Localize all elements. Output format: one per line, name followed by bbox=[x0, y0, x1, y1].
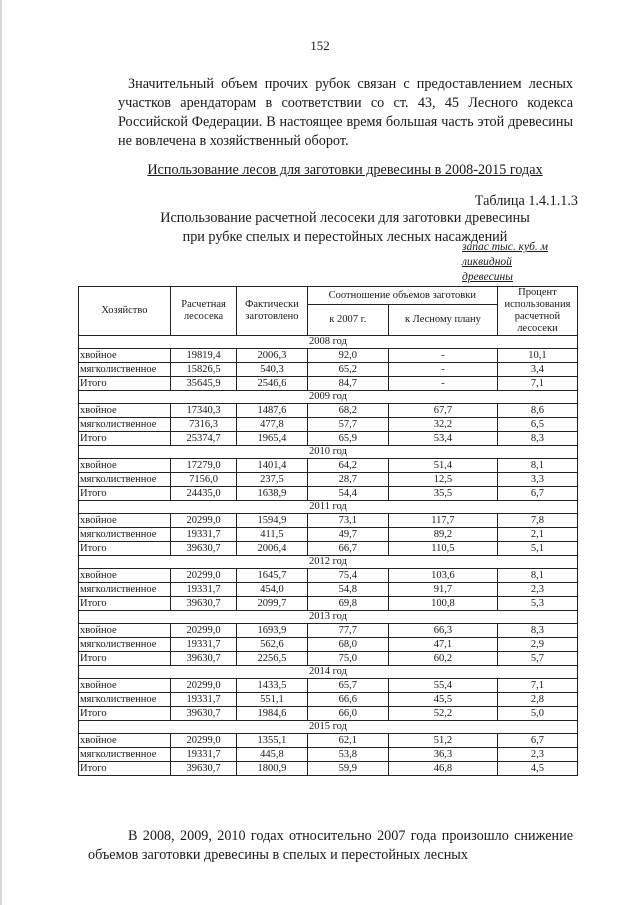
year-label: 2012 год bbox=[79, 556, 578, 569]
cell-percent: 8,6 bbox=[497, 404, 577, 418]
table-row bbox=[79, 473, 578, 487]
cell-ratio-2007: 49,7 bbox=[307, 528, 388, 542]
cell-fact: 540,3 bbox=[237, 363, 308, 377]
cell-calc: 39630,7 bbox=[170, 707, 236, 721]
cell-fact: 1984,6 bbox=[237, 707, 308, 721]
cell-calc: 20299,0 bbox=[170, 624, 236, 638]
cell-percent: 4,5 bbox=[497, 762, 577, 776]
cell-fact: 1638,9 bbox=[237, 487, 308, 501]
cell-ratio-plan: 36,3 bbox=[388, 748, 497, 762]
cell-fact: 551,1 bbox=[237, 693, 308, 707]
cell-percent: 8,3 bbox=[497, 432, 577, 446]
cell-farm: хвойное bbox=[79, 514, 171, 528]
page-number: 152 bbox=[310, 38, 330, 53]
cell-fact: 1355,1 bbox=[237, 734, 308, 748]
cell-ratio-plan: 35,5 bbox=[388, 487, 497, 501]
cell-ratio-plan: 60,2 bbox=[388, 652, 497, 666]
cell-calc: 25374,7 bbox=[170, 432, 236, 446]
cell-percent: 7,8 bbox=[497, 514, 577, 528]
cell-ratio-2007: 92,0 bbox=[307, 349, 388, 363]
cell-ratio-plan: 117,7 bbox=[388, 514, 497, 528]
cell-calc: 17279,0 bbox=[170, 459, 236, 473]
cell-farm: Итого bbox=[79, 597, 171, 611]
cell-farm: хвойное bbox=[79, 734, 171, 748]
cell-farm: хвойное bbox=[79, 404, 171, 418]
cell-fact: 1645,7 bbox=[237, 569, 308, 583]
header-farm: Хозяйство bbox=[79, 287, 171, 336]
cell-ratio-2007: 65,2 bbox=[307, 363, 388, 377]
cell-farm: мягколиственное bbox=[79, 748, 171, 762]
cell-percent: 7,1 bbox=[497, 377, 577, 391]
cell-ratio-plan: 51,2 bbox=[388, 734, 497, 748]
cell-farm: хвойное bbox=[79, 349, 171, 363]
header-ratio-group: Соотношение объемов заготовки bbox=[307, 287, 497, 305]
table-row bbox=[79, 679, 578, 693]
cell-ratio-2007: 65,9 bbox=[307, 432, 388, 446]
cell-ratio-2007: 66,7 bbox=[307, 542, 388, 556]
table-row bbox=[79, 734, 578, 748]
cell-calc: 20299,0 bbox=[170, 679, 236, 693]
table-row bbox=[79, 432, 578, 446]
table-title-line1: Использование расчетной лесосеки для заготовки древесины bbox=[160, 210, 530, 226]
cell-ratio-2007: 28,7 bbox=[307, 473, 388, 487]
cell-percent: 5,7 bbox=[497, 652, 577, 666]
cell-calc: 39630,7 bbox=[170, 652, 236, 666]
cell-calc: 17340,3 bbox=[170, 404, 236, 418]
cell-ratio-2007: 75,0 bbox=[307, 652, 388, 666]
cell-percent: 2,3 bbox=[497, 583, 577, 597]
page-edge bbox=[0, 0, 2, 905]
cell-calc: 19331,7 bbox=[170, 748, 236, 762]
cell-calc: 19331,7 bbox=[170, 638, 236, 652]
table-row bbox=[79, 404, 578, 418]
cell-farm: хвойное bbox=[79, 459, 171, 473]
cell-fact: 2006,3 bbox=[237, 349, 308, 363]
cell-fact: 1693,9 bbox=[237, 624, 308, 638]
cell-ratio-2007: 69,8 bbox=[307, 597, 388, 611]
cell-fact: 562,6 bbox=[237, 638, 308, 652]
year-row bbox=[79, 611, 578, 624]
cell-calc: 39630,7 bbox=[170, 542, 236, 556]
cell-ratio-2007: 66,0 bbox=[307, 707, 388, 721]
table-row bbox=[79, 528, 578, 542]
table-row bbox=[79, 487, 578, 501]
year-row bbox=[79, 446, 578, 459]
cell-calc: 19819,4 bbox=[170, 349, 236, 363]
cell-ratio-2007: 73,1 bbox=[307, 514, 388, 528]
table-row bbox=[79, 748, 578, 762]
cell-fact: 1487,6 bbox=[237, 404, 308, 418]
cell-ratio-2007: 75,4 bbox=[307, 569, 388, 583]
cell-ratio-plan: 12,5 bbox=[388, 473, 497, 487]
cell-fact: 1800,9 bbox=[237, 762, 308, 776]
cell-percent: 8,3 bbox=[497, 624, 577, 638]
header-calc: Расчетная лесосека bbox=[170, 287, 236, 336]
cell-calc: 7316,3 bbox=[170, 418, 236, 432]
cell-percent: 5,3 bbox=[497, 597, 577, 611]
cell-fact: 2006,4 bbox=[237, 542, 308, 556]
cell-calc: 20299,0 bbox=[170, 514, 236, 528]
table-row bbox=[79, 569, 578, 583]
closing-paragraph: В 2008, 2009, 2010 годах относительно 2007 года произошло снижение объемов заготовки древесины в спелых и перестойных лесных bbox=[88, 828, 573, 863]
year-label: 2011 год bbox=[79, 501, 578, 514]
year-row bbox=[79, 666, 578, 679]
cell-percent: 6,5 bbox=[497, 418, 577, 432]
cell-calc: 19331,7 bbox=[170, 693, 236, 707]
year-label: 2008 год bbox=[79, 336, 578, 349]
table-title-line2: при рубке спелых и перестойных лесных насаждений bbox=[182, 229, 508, 245]
table-row bbox=[79, 363, 578, 377]
table-label: Таблица 1.4.1.1.3 bbox=[474, 193, 578, 209]
table-row bbox=[79, 542, 578, 556]
cell-farm: Итого bbox=[79, 652, 171, 666]
section-title: Использование лесов для заготовки древесины в 2008-2015 годах bbox=[147, 162, 543, 178]
cell-percent: 6,7 bbox=[497, 734, 577, 748]
cell-ratio-2007: 77,7 bbox=[307, 624, 388, 638]
cell-ratio-plan: - bbox=[388, 377, 497, 391]
cell-ratio-plan: 89,2 bbox=[388, 528, 497, 542]
cell-ratio-2007: 59,9 bbox=[307, 762, 388, 776]
header-fact: Фактически заготовлено bbox=[237, 287, 308, 336]
table-row bbox=[79, 583, 578, 597]
cell-ratio-plan: 51,4 bbox=[388, 459, 497, 473]
cell-percent: 3,4 bbox=[497, 363, 577, 377]
cell-ratio-plan: 66,3 bbox=[388, 624, 497, 638]
cell-calc: 20299,0 bbox=[170, 734, 236, 748]
year-row bbox=[79, 336, 578, 349]
cell-calc: 15826,5 bbox=[170, 363, 236, 377]
cell-ratio-plan: 55,4 bbox=[388, 679, 497, 693]
cell-calc: 7156,0 bbox=[170, 473, 236, 487]
year-row bbox=[79, 391, 578, 404]
table-row bbox=[79, 624, 578, 638]
cell-ratio-plan: 103,6 bbox=[388, 569, 497, 583]
cell-farm: Итого bbox=[79, 762, 171, 776]
cell-ratio-plan: 110,5 bbox=[388, 542, 497, 556]
cell-ratio-plan: 100,8 bbox=[388, 597, 497, 611]
cell-ratio-2007: 65,7 bbox=[307, 679, 388, 693]
cell-ratio-plan: - bbox=[388, 349, 497, 363]
cell-ratio-2007: 53,8 bbox=[307, 748, 388, 762]
table-row bbox=[79, 597, 578, 611]
header-ratio-2007: к 2007 г. bbox=[307, 305, 388, 336]
cell-farm: Итого bbox=[79, 487, 171, 501]
cell-percent: 8,1 bbox=[497, 569, 577, 583]
cell-ratio-2007: 57,7 bbox=[307, 418, 388, 432]
cell-ratio-2007: 62,1 bbox=[307, 734, 388, 748]
year-label: 2010 год bbox=[79, 446, 578, 459]
intro-paragraph: Значительный объем прочих рубок связан с предоставлением лесных участков арендаторам в соответствии со ст. 43, 45 Лесного кодекса Российской Федерации. В настоящее время большая часть этой древесины не вовлечена в хозяйственный оборот. bbox=[118, 76, 573, 149]
cell-ratio-2007: 68,0 bbox=[307, 638, 388, 652]
table-row bbox=[79, 459, 578, 473]
table-row bbox=[79, 349, 578, 363]
cell-ratio-plan: 46,8 bbox=[388, 762, 497, 776]
cell-ratio-plan: - bbox=[388, 363, 497, 377]
cell-farm: мягколиственное bbox=[79, 418, 171, 432]
cell-fact: 2256,5 bbox=[237, 652, 308, 666]
cell-percent: 2,8 bbox=[497, 693, 577, 707]
year-row bbox=[79, 721, 578, 734]
year-label: 2009 год bbox=[79, 391, 578, 404]
cell-calc: 39630,7 bbox=[170, 597, 236, 611]
cell-farm: Итого bbox=[79, 432, 171, 446]
cell-percent: 2,3 bbox=[497, 748, 577, 762]
unit-note: запас тыс. куб. м ликвидной древесины bbox=[462, 241, 549, 283]
cell-farm: Итого bbox=[79, 377, 171, 391]
cell-ratio-plan: 91,7 bbox=[388, 583, 497, 597]
harvest-table bbox=[78, 286, 578, 776]
year-label: 2015 год bbox=[79, 721, 578, 734]
cell-fact: 411,5 bbox=[237, 528, 308, 542]
cell-farm: Итого bbox=[79, 707, 171, 721]
year-label: 2013 год bbox=[79, 611, 578, 624]
year-label: 2014 год bbox=[79, 666, 578, 679]
table-row bbox=[79, 762, 578, 776]
table-row bbox=[79, 514, 578, 528]
cell-farm: мягколиственное bbox=[79, 693, 171, 707]
cell-ratio-plan: 32,2 bbox=[388, 418, 497, 432]
cell-percent: 3,3 bbox=[497, 473, 577, 487]
cell-percent: 10,1 bbox=[497, 349, 577, 363]
cell-percent: 8,1 bbox=[497, 459, 577, 473]
cell-farm: хвойное bbox=[79, 569, 171, 583]
cell-farm: мягколиственное bbox=[79, 473, 171, 487]
cell-fact: 1401,4 bbox=[237, 459, 308, 473]
cell-ratio-plan: 45,5 bbox=[388, 693, 497, 707]
header-ratio-plan: к Лесному плану bbox=[388, 305, 497, 336]
cell-fact: 2546,6 bbox=[237, 377, 308, 391]
cell-calc: 35645,9 bbox=[170, 377, 236, 391]
cell-percent: 6,7 bbox=[497, 487, 577, 501]
cell-percent: 2,9 bbox=[497, 638, 577, 652]
table-header bbox=[79, 287, 578, 336]
cell-calc: 39630,7 bbox=[170, 762, 236, 776]
cell-fact: 1594,9 bbox=[237, 514, 308, 528]
cell-percent: 5,0 bbox=[497, 707, 577, 721]
cell-ratio-2007: 84,7 bbox=[307, 377, 388, 391]
cell-ratio-plan: 53,4 bbox=[388, 432, 497, 446]
table-row bbox=[79, 693, 578, 707]
table-row bbox=[79, 418, 578, 432]
cell-farm: хвойное bbox=[79, 679, 171, 693]
cell-ratio-2007: 54,8 bbox=[307, 583, 388, 597]
cell-fact: 477,8 bbox=[237, 418, 308, 432]
cell-ratio-plan: 47,1 bbox=[388, 638, 497, 652]
cell-ratio-2007: 54,4 bbox=[307, 487, 388, 501]
cell-percent: 5,1 bbox=[497, 542, 577, 556]
table-row bbox=[79, 707, 578, 721]
cell-fact: 2099,7 bbox=[237, 597, 308, 611]
year-row bbox=[79, 556, 578, 569]
cell-ratio-2007: 66,6 bbox=[307, 693, 388, 707]
cell-farm: мягколиственное bbox=[79, 528, 171, 542]
cell-calc: 19331,7 bbox=[170, 583, 236, 597]
cell-farm: Итого bbox=[79, 542, 171, 556]
cell-calc: 24435,0 bbox=[170, 487, 236, 501]
cell-percent: 7,1 bbox=[497, 679, 577, 693]
cell-calc: 20299,0 bbox=[170, 569, 236, 583]
cell-fact: 1965,4 bbox=[237, 432, 308, 446]
cell-fact: 454,0 bbox=[237, 583, 308, 597]
cell-farm: хвойное bbox=[79, 624, 171, 638]
cell-farm: мягколиственное bbox=[79, 638, 171, 652]
cell-calc: 19331,7 bbox=[170, 528, 236, 542]
cell-fact: 1433,5 bbox=[237, 679, 308, 693]
cell-ratio-2007: 68,2 bbox=[307, 404, 388, 418]
table-row bbox=[79, 377, 578, 391]
cell-percent: 2,1 bbox=[497, 528, 577, 542]
cell-fact: 237,5 bbox=[237, 473, 308, 487]
cell-fact: 445,8 bbox=[237, 748, 308, 762]
cell-ratio-plan: 67,7 bbox=[388, 404, 497, 418]
table-row bbox=[79, 652, 578, 666]
cell-ratio-2007: 64,2 bbox=[307, 459, 388, 473]
header-percent: Процент использования расчетной лесосеки bbox=[497, 287, 577, 336]
year-row bbox=[79, 501, 578, 514]
cell-ratio-plan: 52,2 bbox=[388, 707, 497, 721]
cell-farm: мягколиственное bbox=[79, 363, 171, 377]
table-body bbox=[79, 336, 578, 776]
cell-farm: мягколиственное bbox=[79, 583, 171, 597]
table-row bbox=[79, 638, 578, 652]
